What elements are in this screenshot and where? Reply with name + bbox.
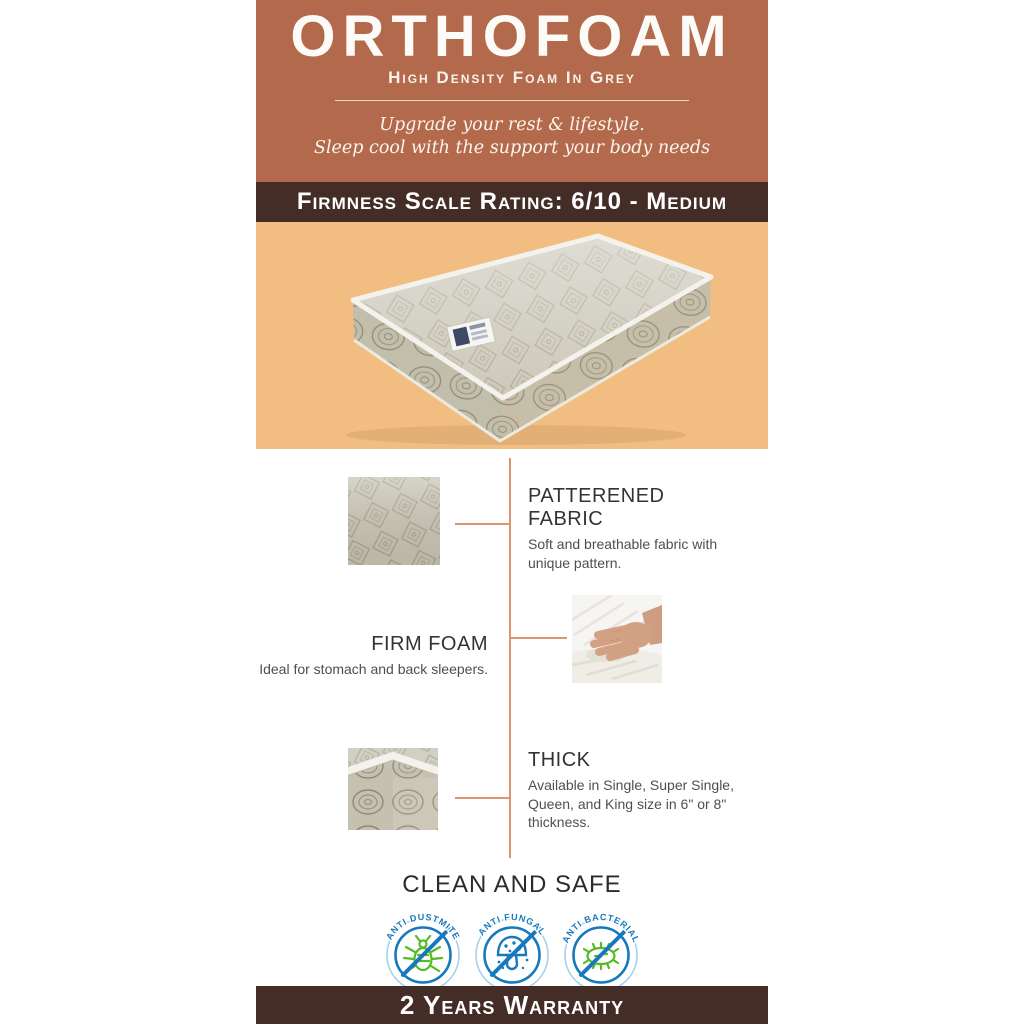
brand-title: ORTHOFOAM [290, 4, 734, 69]
clean-and-safe-section [256, 863, 768, 986]
feature-3 [528, 749, 756, 832]
mattress-corner-image [348, 748, 438, 830]
connector-line-1 [455, 523, 510, 525]
feature-1-description: Soft and breathable fabric with unique pattern. [528, 536, 718, 571]
features-section [256, 449, 768, 865]
feature-3-description: Available in Single, Super Single, Queen, and King size in 6" or 8" thickness. [528, 777, 734, 830]
anti-bacterial-label: ANTI BACTERIAL [560, 911, 642, 945]
feature-2 [256, 633, 488, 679]
feature-1 [528, 485, 733, 572]
feature-3-title: THICK [528, 749, 591, 771]
warranty-bar: 2 Years Warranty [256, 986, 768, 1024]
clean-and-safe-title: CLEAN AND SAFE [402, 871, 622, 898]
anti-dustmite-badge [380, 899, 466, 991]
header-divider [335, 100, 689, 101]
brand-subtitle: High Density Foam In Grey [388, 68, 636, 87]
anti-fungal-label: ANTI FUNGAL [476, 911, 548, 938]
certification-badges [256, 899, 768, 991]
feature-1-title: PATTERENED FABRIC [528, 485, 665, 530]
feature-2-title: FIRM FOAM [371, 633, 488, 655]
hand-pressing-foam-image [572, 595, 662, 683]
feature-2-description: Ideal for stomach and back sleepers. [259, 661, 488, 677]
connector-line-2 [511, 637, 567, 639]
fabric-swatch-image [348, 477, 440, 565]
mattress-product-image [256, 222, 768, 449]
anti-dustmite-label: ANTI DUSTMITE [384, 911, 462, 942]
tagline [256, 114, 768, 160]
connector-line-3 [455, 797, 510, 799]
content-column [256, 0, 768, 1024]
header [256, 0, 768, 182]
firmness-rating-bar: Firmness Scale Rating: 6/10 - Medium [256, 182, 768, 222]
svg-text:ANTI FUNGAL [476, 912, 548, 937]
anti-bacterial-badge [558, 899, 644, 991]
anti-fungal-badge [469, 899, 555, 991]
tagline-line1: Upgrade your rest & lifestyle. [379, 115, 645, 135]
hero-section [256, 222, 768, 449]
tagline-line2: Sleep cool with the support your body needs [313, 138, 711, 158]
